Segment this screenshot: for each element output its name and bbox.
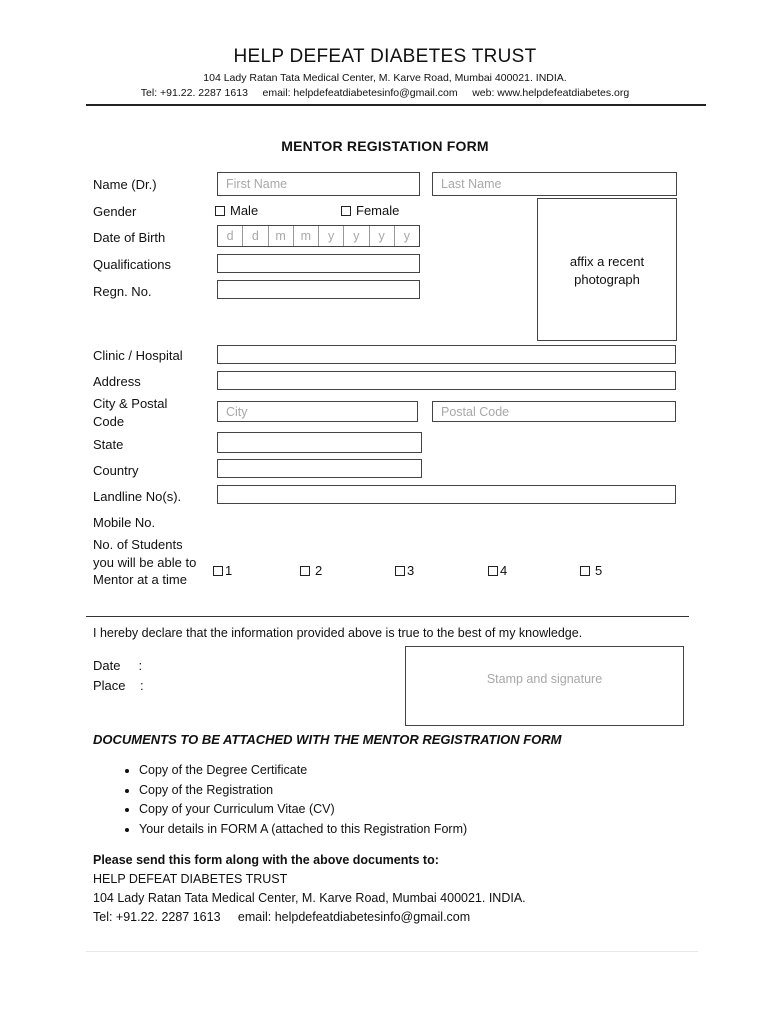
name-label: Name (Dr.) [93, 177, 157, 192]
photo-instruction: affix a recent photograph [569, 254, 645, 287]
state-input[interactable] [217, 432, 422, 453]
gender-label: Gender [93, 204, 137, 219]
students-option-5[interactable] [580, 563, 602, 578]
city-placeholder: City [226, 405, 248, 419]
female-checkbox[interactable] [341, 206, 351, 216]
male-label: Male [230, 203, 259, 218]
form-title: MENTOR REGISTATION FORM [281, 138, 489, 154]
first-name-input[interactable] [217, 172, 420, 196]
dob-cell-year[interactable]: y [403, 229, 410, 243]
students-1-label: 1 [225, 563, 233, 578]
list-item: • Copy of the Degree Certificate [139, 761, 467, 781]
students-2-label: 2 [315, 563, 323, 578]
gender-female-option[interactable] [341, 203, 399, 218]
students-5-checkbox[interactable] [580, 566, 590, 576]
dob-cell-year[interactable]: y [370, 226, 395, 246]
address-input[interactable] [217, 371, 676, 390]
stamp-signature-box[interactable] [405, 646, 684, 726]
students-3-checkbox[interactable] [395, 566, 405, 576]
documents-title: DOCUMENTS TO BE ATTACHED WITH THE MENTOR REGISTRATION FORM [93, 732, 562, 747]
male-checkbox[interactable] [215, 206, 225, 216]
date-label: Date : [93, 658, 143, 673]
students-5-label: 5 [595, 563, 603, 578]
qualifications-input[interactable] [217, 254, 420, 273]
dob-input[interactable] [217, 225, 420, 247]
header-divider [86, 104, 706, 106]
clinic-input[interactable] [217, 345, 676, 364]
send-organization: HELP DEFEAT DIABETES TRUST [93, 872, 288, 886]
footer-divider [86, 951, 698, 952]
list-item: • Copy of your Curriculum Vitae (CV) [139, 800, 467, 820]
send-address: 104 Lady Ratan Tata Medical Center, M. Karve Road, Mumbai 400021. INDIA. [93, 891, 526, 905]
postal-code-input[interactable] [432, 401, 676, 422]
landline-label: Landline No(s). [93, 489, 182, 504]
first-name-placeholder: First Name [226, 177, 288, 191]
state-label: State [93, 437, 124, 452]
dob-cell-year[interactable]: y [319, 226, 344, 246]
students-2-checkbox[interactable] [300, 566, 310, 576]
country-label: Country [93, 463, 139, 478]
section-divider [86, 616, 689, 617]
send-contact: Tel: +91.22. 2287 1613 email: helpdefeatdiabetesinfo@gmail.com [93, 910, 471, 924]
country-input[interactable] [217, 459, 422, 478]
dob-label: Date of Birth [93, 230, 166, 245]
last-name-input[interactable] [432, 172, 677, 196]
list-item: • Your details in FORM A (attached to this Registration Form) [139, 820, 467, 840]
students-3-label: 3 [407, 563, 415, 578]
regn-label: Regn. No. [93, 284, 152, 299]
female-label: Female [356, 203, 400, 218]
stamp-signature-placeholder: Stamp and signature [486, 672, 603, 686]
clinic-label: Clinic / Hospital [93, 348, 183, 363]
students-4-checkbox[interactable] [488, 566, 498, 576]
students-1-checkbox[interactable] [213, 566, 223, 576]
send-instructions-title: Please send this form along with the above documents to: [93, 853, 439, 867]
dob-cell-month[interactable]: m [269, 226, 294, 246]
documents-list [93, 761, 467, 839]
city-input[interactable] [217, 401, 418, 422]
students-option-2[interactable] [300, 563, 322, 578]
last-name-placeholder: Last Name [441, 177, 502, 191]
city-postal-label: City & Postal Code [93, 396, 168, 429]
dob-cell-day[interactable]: d [243, 226, 268, 246]
address-label: Address [93, 374, 141, 389]
organization-contact: Tel: +91.22. 2287 1613 email: helpdefeatdiabetesinfo@gmail.com web: www.helpdefeatdiabetes.org [140, 87, 630, 99]
organization-title: HELP DEFEAT DIABETES TRUST [233, 46, 537, 67]
photo-box [537, 198, 677, 341]
students-4-label: 4 [500, 563, 508, 578]
students-option-3[interactable] [395, 563, 414, 578]
place-label: Place : [93, 678, 144, 693]
students-option-1[interactable] [213, 563, 232, 578]
postal-code-placeholder: Postal Code [441, 405, 510, 419]
organization-address: 104 Lady Ratan Tata Medical Center, M. Karve Road, Mumbai 400021. INDIA. [203, 72, 567, 84]
dob-cell-month[interactable]: m [294, 226, 319, 246]
students-label: No. of Students you will be able to Mentor at a time [93, 537, 197, 587]
dob-cell-year[interactable]: y [344, 226, 369, 246]
dob-cell-day[interactable]: d [218, 226, 243, 246]
regn-input[interactable] [217, 280, 420, 299]
list-item: • Copy of the Registration [139, 781, 467, 801]
students-option-4[interactable] [488, 563, 507, 578]
mobile-label: Mobile No. [93, 515, 156, 530]
gender-male-option[interactable] [215, 203, 258, 218]
qualifications-label: Qualifications [93, 257, 172, 272]
declaration-text: I hereby declare that the information provided above is true to the best of my knowledge. [93, 626, 583, 640]
landline-input[interactable] [217, 485, 676, 504]
